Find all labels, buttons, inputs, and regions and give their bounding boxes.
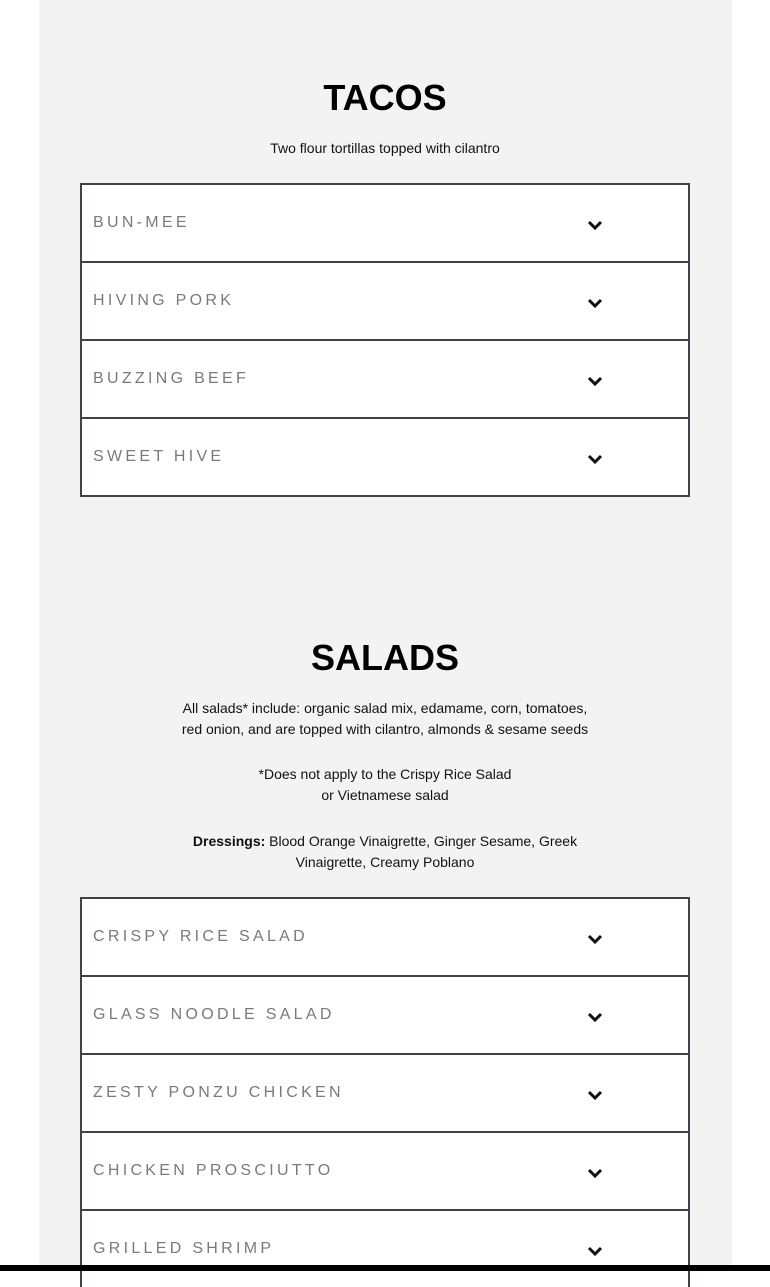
- accordion-item-sweet-hive[interactable]: [82, 417, 688, 495]
- tacos-description: Two flour tortillas topped with cilantro: [270, 140, 500, 156]
- dressings-label: Dressings:: [192, 833, 266, 849]
- accordion-item-label: CRISPY RICE SALAD: [93, 928, 308, 945]
- bottom-edge-bar: [0, 1265, 770, 1271]
- salads-intro: [0, 698, 770, 740]
- salads-title: SALADS: [310, 637, 459, 678]
- tacos-title: TACOS: [323, 77, 447, 118]
- salads-accordion: [80, 897, 690, 1287]
- dressings-line1: Blood Orange Vinaigrette, Ginger Sesame, Greek: [265, 833, 578, 849]
- salads-dressings: [0, 831, 770, 873]
- accordion-item-label: SWEET HIVE: [93, 448, 225, 465]
- accordion-item-label: GLASS NOODLE SALAD: [93, 1006, 335, 1023]
- salads-intro-line1: All salads* include: organic salad mix, edamame, corn, tomatoes,: [182, 700, 588, 716]
- accordion-item-label: ZESTY PONZU CHICKEN: [93, 1084, 344, 1101]
- accordion-item-zesty-ponzu-chicken[interactable]: [82, 1053, 688, 1131]
- salads-note-line1: *Does not apply to the Crispy Rice Salad: [258, 766, 512, 782]
- chevron-down-icon[interactable]: [587, 933, 603, 945]
- tacos-accordion: [80, 183, 690, 497]
- chevron-down-icon[interactable]: [587, 297, 603, 309]
- chevron-down-icon[interactable]: [587, 1167, 603, 1179]
- accordion-item-crispy-rice-salad[interactable]: [82, 899, 688, 975]
- accordion-item-bun-mee[interactable]: [82, 185, 688, 261]
- accordion-item-label: BUZZING BEEF: [93, 370, 250, 387]
- dressings-line2: Vinaigrette, Creamy Poblano: [295, 854, 475, 870]
- salads-note: [0, 764, 770, 806]
- salads-intro-line2: red onion, and are topped with cilantro, almonds & sesame seeds: [181, 721, 589, 737]
- accordion-item-label: BUN-MEE: [93, 214, 190, 231]
- accordion-item-label: HIVING PORK: [93, 292, 235, 309]
- accordion-item-hiving-pork[interactable]: [82, 261, 688, 339]
- chevron-down-icon[interactable]: [587, 1011, 603, 1023]
- chevron-down-icon[interactable]: [587, 1245, 603, 1257]
- salads-note-line2: or Vietnamese salad: [321, 787, 449, 803]
- chevron-down-icon[interactable]: [587, 453, 603, 465]
- accordion-item-glass-noodle-salad[interactable]: [82, 975, 688, 1053]
- accordion-item-label: GRILLED SHRIMP: [93, 1240, 275, 1257]
- accordion-item-label: CHICKEN PROSCIUTTO: [93, 1162, 334, 1179]
- accordion-item-chicken-prosciutto[interactable]: [82, 1131, 688, 1209]
- accordion-item-buzzing-beef[interactable]: [82, 339, 688, 417]
- chevron-down-icon[interactable]: [587, 219, 603, 231]
- chevron-down-icon[interactable]: [587, 1089, 603, 1101]
- chevron-down-icon[interactable]: [587, 375, 603, 387]
- accordion-item-grilled-shrimp[interactable]: [82, 1209, 688, 1287]
